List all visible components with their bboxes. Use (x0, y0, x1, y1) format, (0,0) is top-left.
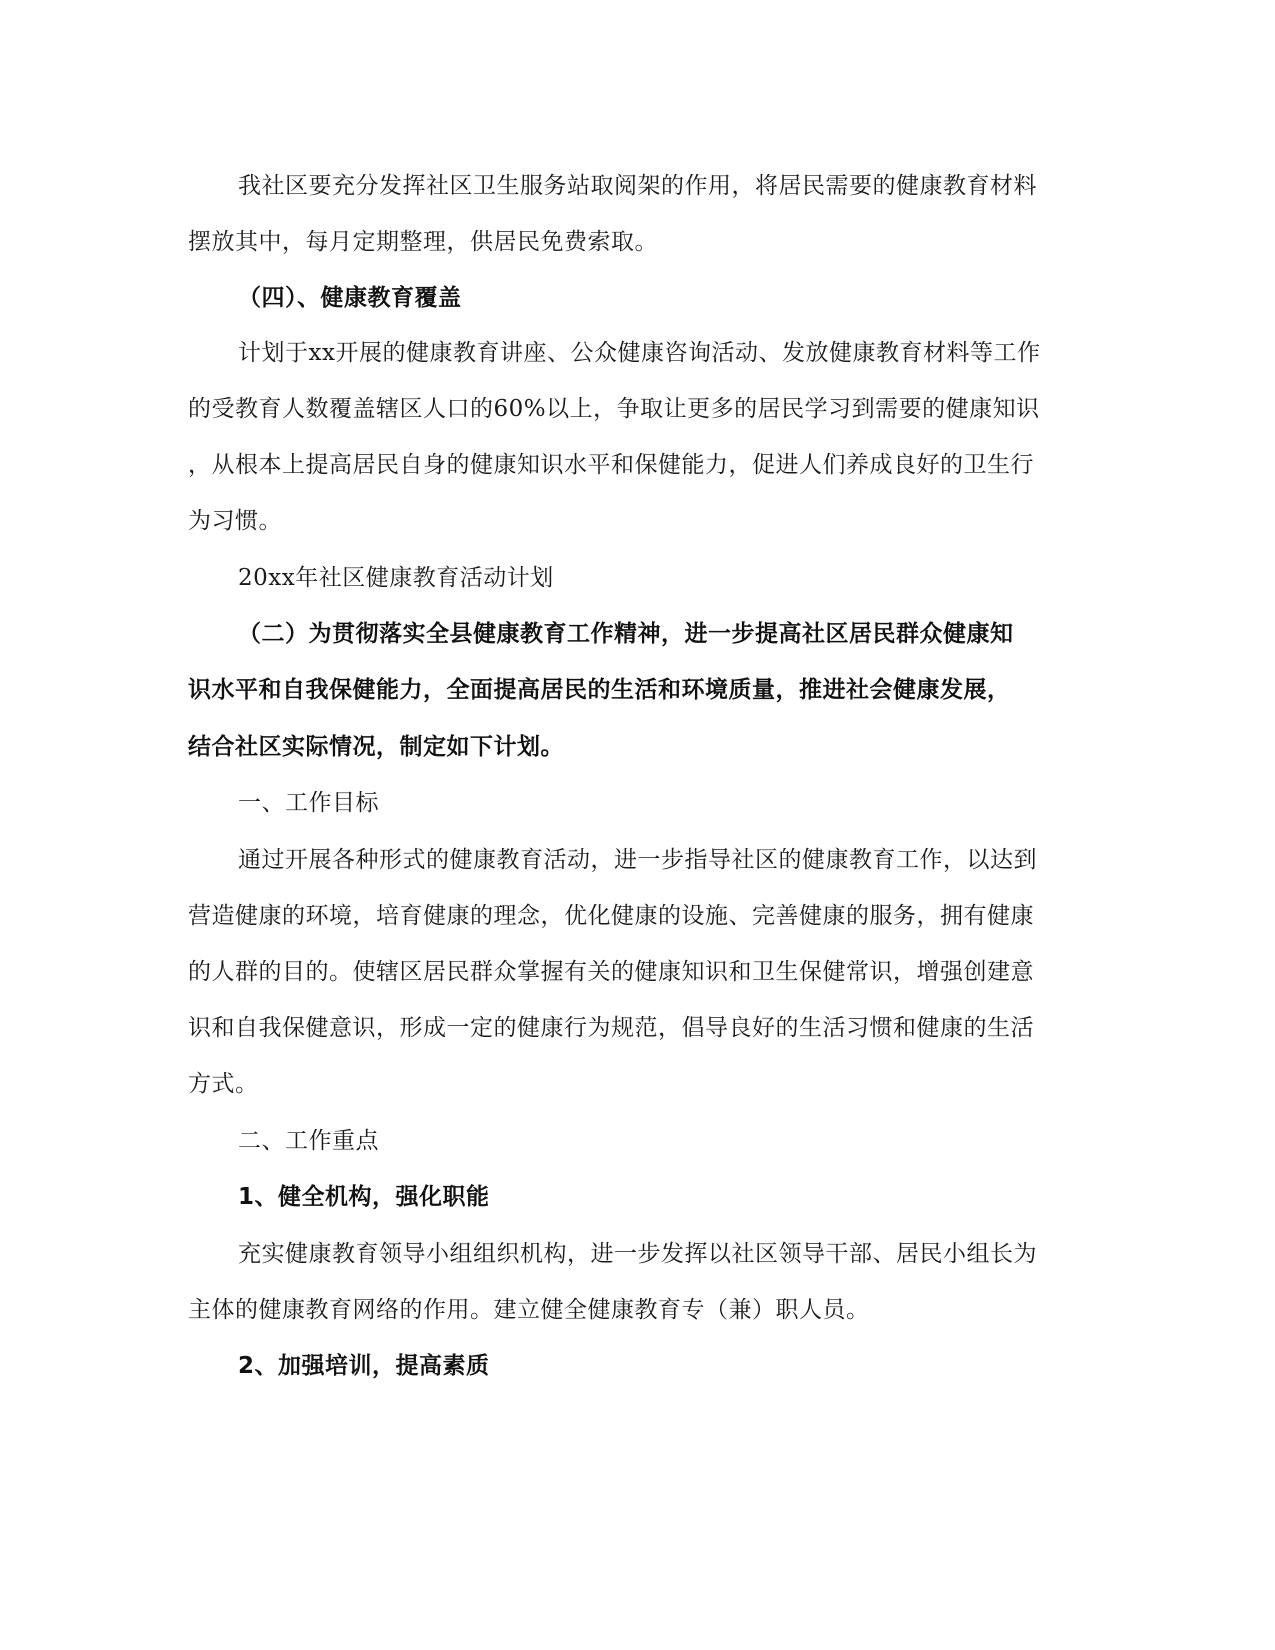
paragraph-line: （二）为贯彻落实全县健康教育工作精神，进一步提高社区居民群众健康知 (238, 621, 1014, 647)
paragraph-line: 充实健康教育领导小组组织机构，进一步发挥以社区领导干部、居民小组长为 (238, 1241, 1037, 1267)
paragraph-line: 营造健康的环境，培育健康的理念，优化健康的设施、完善健康的服务，拥有健康 (188, 903, 1034, 929)
subsection-heading: 1、健全机构，强化职能 (238, 1184, 490, 1210)
paragraph-line: 计划于xx开展的健康教育讲座、公众健康咨询活动、发放健康教育材料等工作 (238, 340, 1041, 366)
paragraph-line: 的人群的目的。使辖区居民群众掌握有关的健康知识和卫生保健常识，增强创建意 (188, 959, 1034, 985)
document-title: 20xx年社区健康教育活动计划 (238, 565, 554, 591)
paragraph-line: 主体的健康教育网络的作用。建立健全健康教育专（兼）职人员。 (188, 1297, 870, 1323)
paragraph-line: 识和自我保健意识，形成一定的健康行为规范，倡导良好的生活习惯和健康的生活 (188, 1015, 1034, 1041)
paragraph-line: 结合社区实际情况，制定如下计划。 (188, 734, 564, 760)
paragraph-line: 识水平和自我保健能力，全面提高居民的生活和环境质量，推进社会健康发展， (188, 677, 1011, 703)
section-heading: 一、工作目标 (238, 790, 379, 816)
subsection-heading: 2、加强培训，提高素质 (238, 1353, 490, 1379)
section-heading: （四）、健康教育覆盖 (238, 285, 462, 311)
paragraph-line: 通过开展各种形式的健康教育活动，进一步指导社区的健康教育工作，以达到 (238, 847, 1037, 873)
section-heading: 二、工作重点 (238, 1128, 379, 1154)
paragraph-line: 摆放其中，每月定期整理，供居民免费索取。 (188, 229, 658, 255)
paragraph-line: 方式。 (188, 1071, 259, 1097)
paragraph-line: ，从根本上提高居民自身的健康知识水平和保健能力，促进人们养成良好的卫生行 (188, 452, 1034, 478)
paragraph-line: 的受教育人数覆盖辖区人口的60%以上，争取让更多的居民学习到需要的健康知识 (188, 396, 1040, 422)
paragraph-line: 为习惯。 (188, 508, 282, 534)
paragraph-line: 我社区要充分发挥社区卫生服务站取阅架的作用，将居民需要的健康教育材料 (238, 173, 1037, 199)
